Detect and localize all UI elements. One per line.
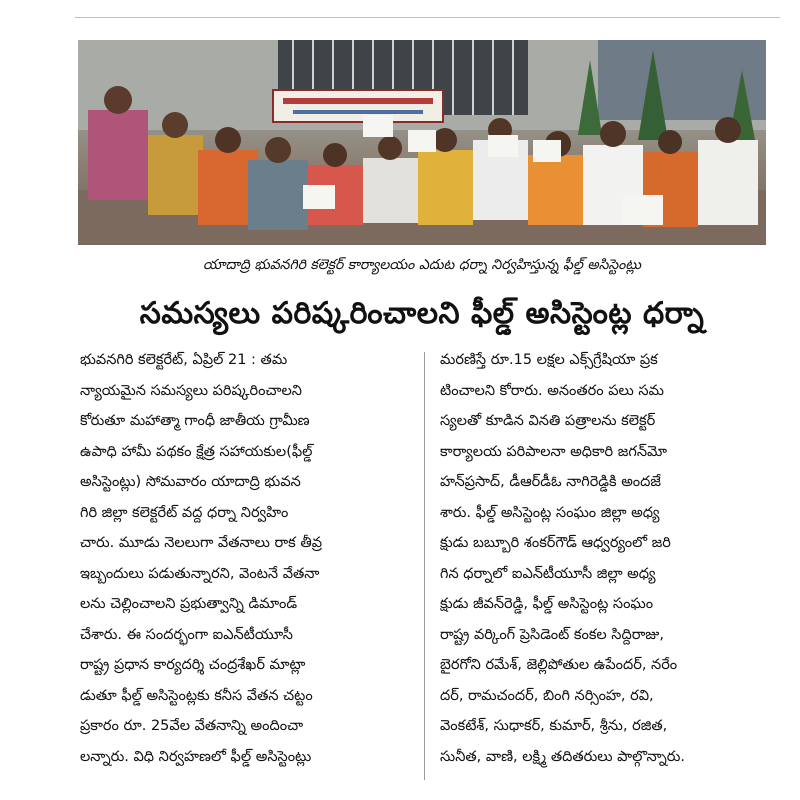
top-divider [75, 17, 780, 18]
body-line: కోరుతూ మహాత్మా గాంధీ జాతీయ గ్రామీణ [80, 413, 310, 429]
body-line: సునీత, వాణి, లక్ష్మి తదితరులు పాల్గొన్నారు. [440, 748, 686, 765]
protest-photo-illustration [78, 40, 766, 245]
body-line: గిరి జిల్లా కలెక్టరేట్ వద్ద ధర్నా నిర్వహిం [80, 504, 289, 521]
column-divider [424, 352, 425, 780]
body-line: క్షుడు బబ్బూరి శంకర్‌గౌడ్ ఆధ్వర్యంలో జరి [440, 535, 671, 551]
body-line: లను చెల్లించాలని ప్రభుత్వాన్ని డిమాండ్ [80, 596, 298, 612]
body-line: మరణిస్తే రూ.15 లక్షల ఎక్స్‌గ్రేషియా ప్రక [440, 352, 658, 368]
body-line: చేశారు. ఈ సందర్భంగా ఐఎన్‌టీయూసీ [80, 626, 293, 643]
article-headline: సమస్యలు పరిష్కరించాలని ఫీల్డ్ అసిస్టెంట్ల ధర్నా [139, 296, 705, 331]
body-line: బైరగోని రమేశ్, జెల్లిపోతుల ఉపేందర్, నరేం [440, 657, 678, 673]
body-line: కార్యాలయ పరిపాలనా అధికారి జగన్‌మో [440, 443, 667, 460]
protest-photo [78, 40, 766, 245]
body-line: చారు. మూడు నెలలుగా వేతనాలు రాక తీవ్ర [80, 535, 323, 551]
body-line: వెంకటేశ్, సుధాకర్, కుమార్, శ్రీను, రజిత, [440, 718, 668, 734]
body-line: ఇబ్బందులు పడుతున్నారని, వెంటనే వేతనా [80, 565, 320, 582]
body-line: రాష్ట్ర వర్కింగ్ ప్రెసిడెంట్ కంకల సిద్దిరాజు, [440, 626, 664, 643]
body-line: క్షుడు జీవన్‌రెడ్డి, ఫీల్డ్ అసిస్టెంట్ల సంఘం [440, 596, 654, 612]
body-line: న్యాయమైన సమస్యలు పరిష్కరించాలని [80, 382, 302, 399]
body-line: దర్, రామచందర్, బింగి నర్సింహ, రవి, [440, 687, 654, 704]
body-line: టించాలని కోరారు. అనంతరం పలు సమ [440, 382, 664, 399]
article-column-left [80, 345, 410, 785]
body-line: ఉపాధి హామీ పథకం క్షేత్ర సహాయకుల(ఫీల్డ్ [80, 443, 313, 460]
body-line: గిన ధర్నాలో ఐఎన్‌టీయూసీ జిల్లా అధ్య [440, 565, 656, 582]
body-line: డుతూ ఫీల్డ్ అసిస్టెంట్లకు కనీస వేతన చట్టం [80, 687, 313, 704]
body-line: ప్రకారం రూ. 25వేల వేతనాన్ని అందించా [80, 718, 304, 734]
article-column-right [440, 345, 770, 785]
body-line: రాష్ట్ర ప్రధాన కార్యదర్శి చంద్రశేఖర్ మాట్లా [80, 657, 306, 673]
photo-caption: యాదాద్రి భువనగిరి కలెక్టర్ కార్యాలయం ఎదుట ధర్నా నిర్వహిస్తున్న ఫీల్డ్ అసిస్టెంట్లు [202, 257, 641, 273]
body-line: భువనగిరి కలెక్టరేట్, ఏప్రిల్ 21 : తమ [80, 352, 288, 368]
body-line: లన్నారు. విధి నిర్వహణలో ఫీల్డ్ అసిస్టెంట్లు [80, 748, 312, 765]
body-line: అసిస్టెంట్లు) సోమవారం యాదాద్రి భువన [80, 474, 301, 490]
body-line: శారు. ఫీల్డ్ అసిస్టెంట్ల సంఘం జిల్లా అధ్య [440, 504, 660, 521]
body-line: స్యలతో కూడిన వినతి పత్రాలను కలెక్టర్ [440, 413, 656, 429]
body-line: హన్‌ప్రసాద్, డీఆర్‌డీఓ నాగిరెడ్డికి అందజే [440, 474, 662, 490]
